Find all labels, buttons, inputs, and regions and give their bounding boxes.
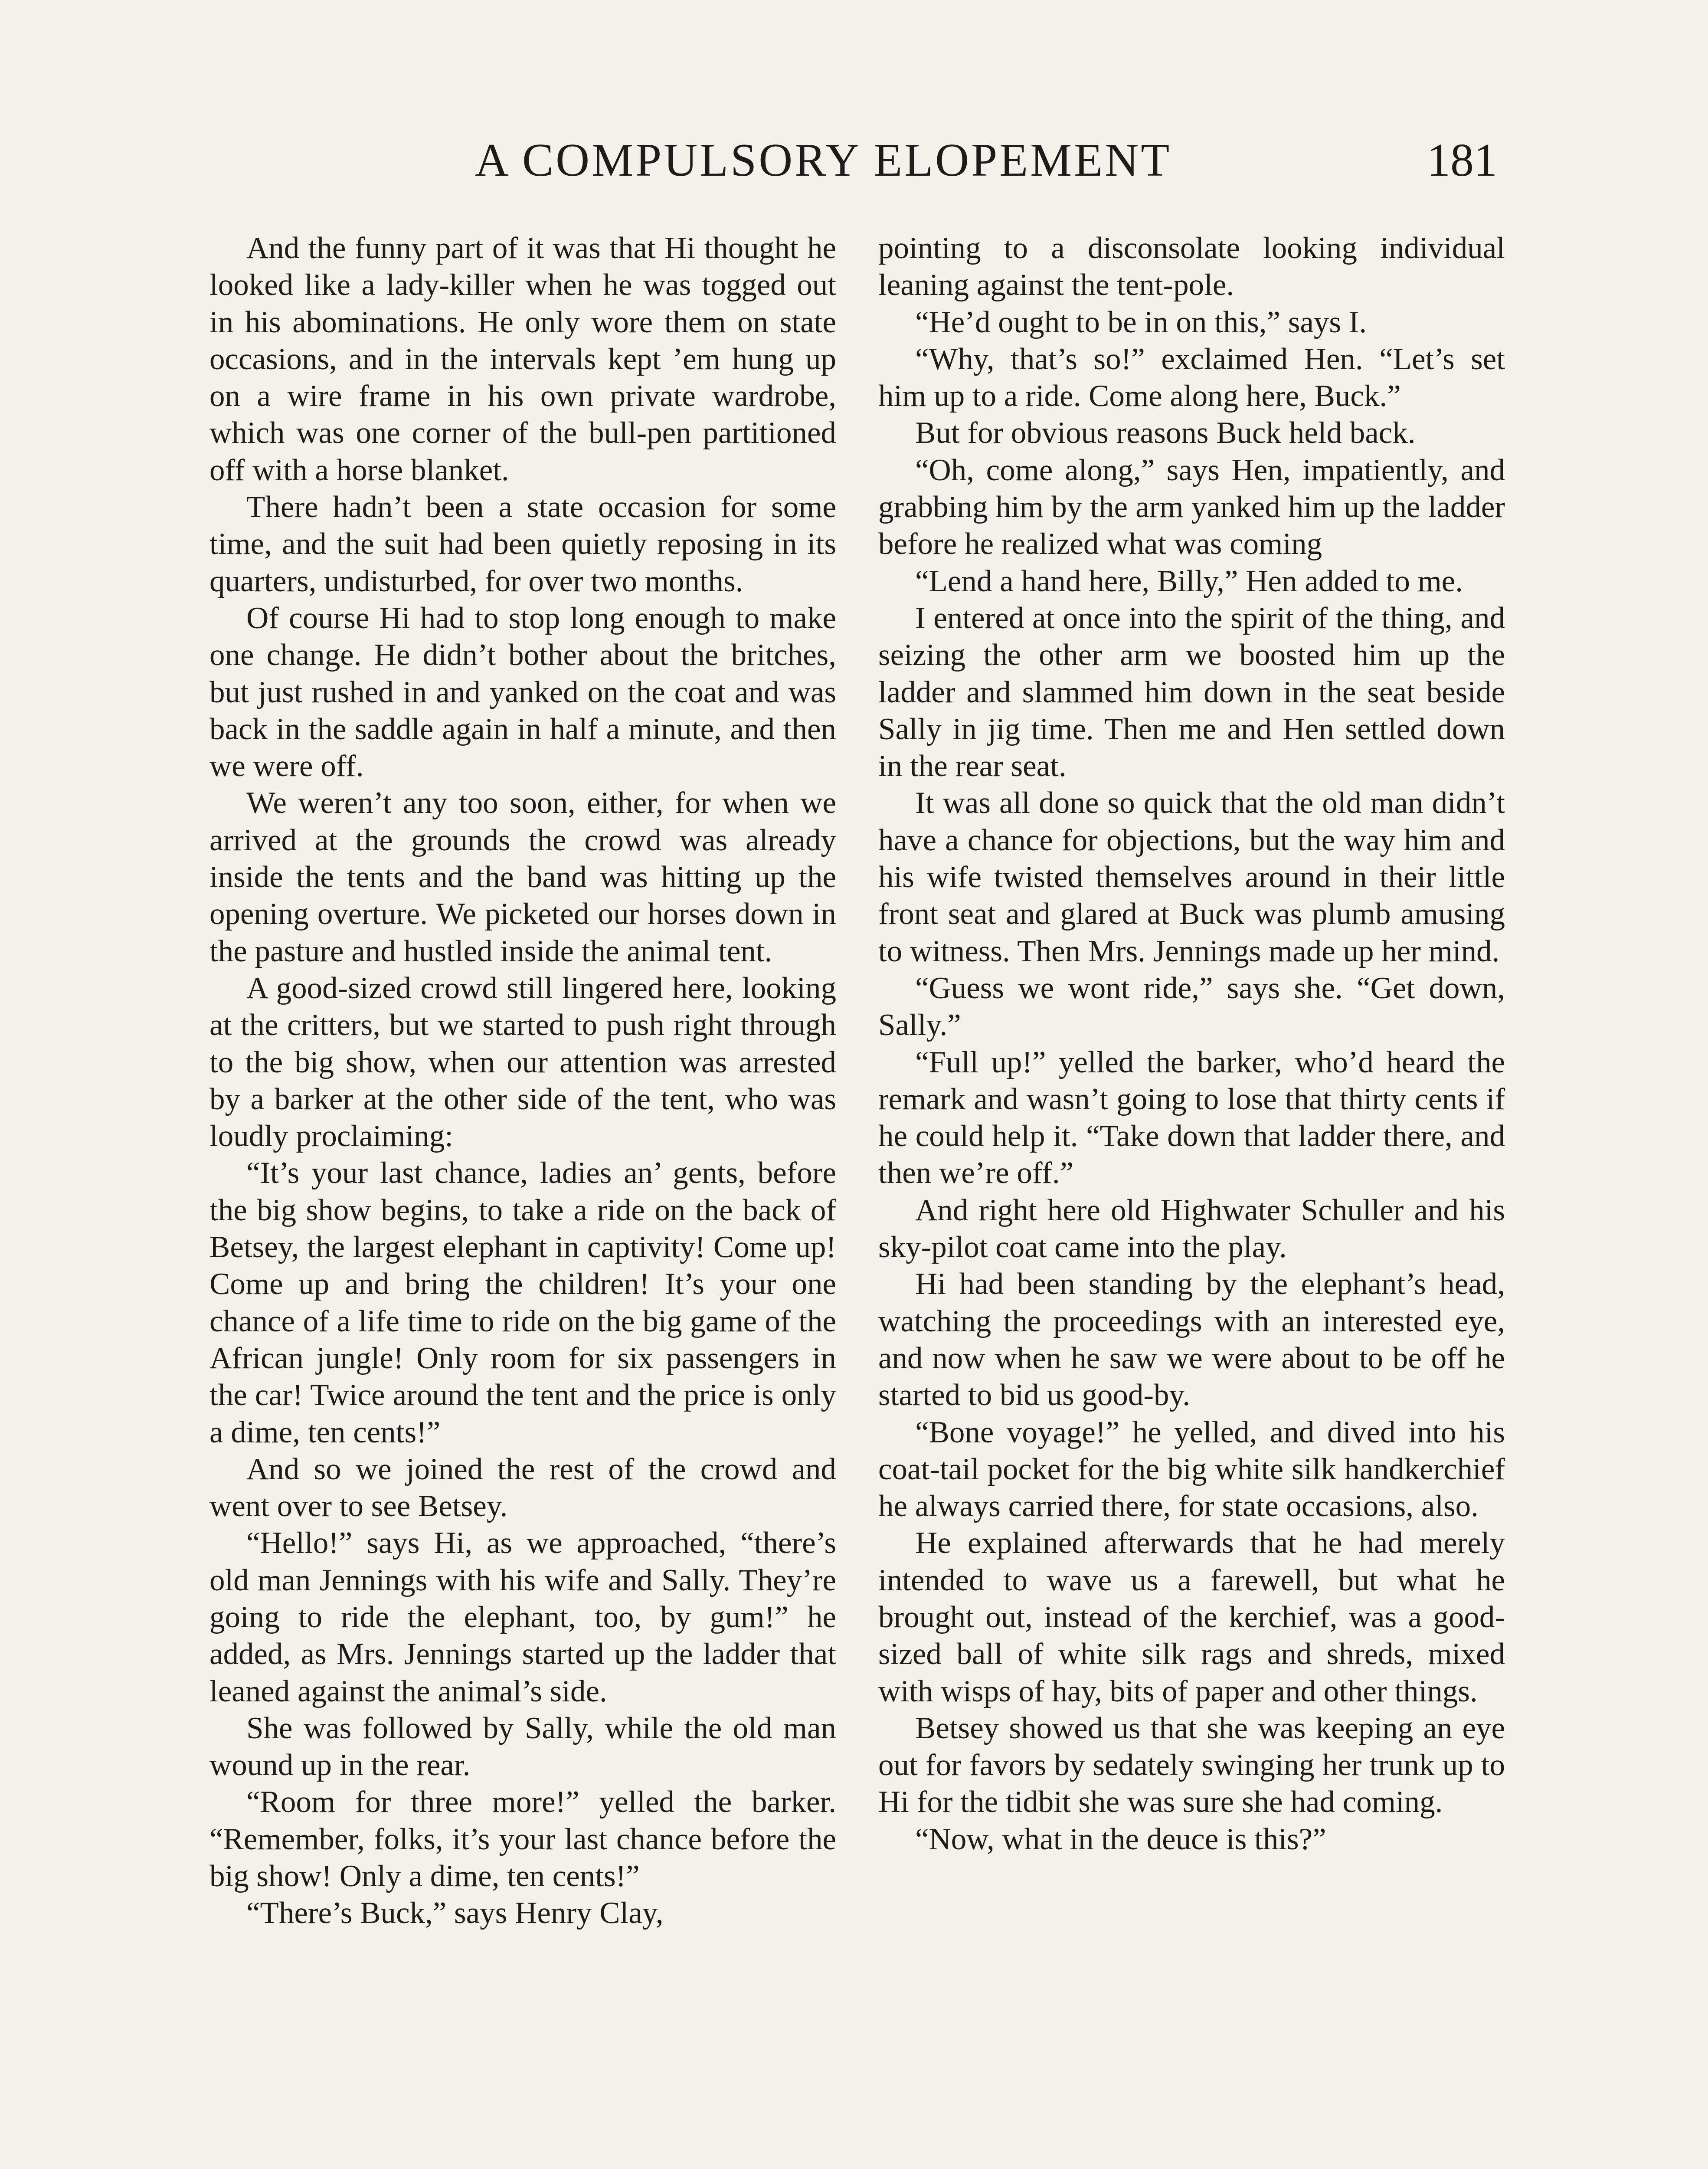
paragraph: And so we joined the rest of the crowd and went over to see Betsey. xyxy=(209,1452,836,1524)
paragraph: Betsey showed us that she was keeping an eye out for favors by sedately swinging her trunk up to Hi for the tidbit she was sure she had coming. xyxy=(878,1711,1505,1819)
paragraph: But for obvious reasons Buck held back. xyxy=(915,416,1416,450)
paragraph: “Oh, come along,” says Hen, impatiently, and grabbing him by the arm yanked him up the ladder before he realized what was coming xyxy=(878,453,1505,561)
paragraph: Of course Hi had to stop long enough to make one change. He didn’t bother about the britches, but just rushed in and yanked on the coat and was back in the saddle again in half a minute, and then we were off. xyxy=(209,601,836,783)
right-column xyxy=(878,230,1505,1858)
paragraph: Hi had been standing by the elephant’s head, watching the proceedings with an interested eye, and now when he saw we were about to be off he started to bid us good-by. xyxy=(878,1267,1505,1412)
paragraph: “Lend a hand here, Billy,” Hen added to me. xyxy=(915,564,1463,598)
paragraph: “Room for three more!” yelled the barker. “Remember, folks, it’s your last chance before the big show! Only a dime, ten cents!” xyxy=(209,1785,836,1894)
paragraph: I entered at once into the spirit of the thing, and seizing the other arm we boosted him up the ladder and slammed him down in the seat beside Sally in jig time. Then me and Hen settled down in the rear seat. xyxy=(878,601,1505,783)
paragraph: A good-sized crowd still lingered here, looking at the critters, but we started to push right through to the big show, when our attention was arrested by a barker at the other side of the tent, who was loudly proclaiming: xyxy=(209,971,836,1153)
paragraph: We weren’t any too soon, either, for when we arrived at the grounds the crowd was already inside the tents and the band was hitting up the opening overture. We picketed our horses down in the pasture and hustled inside the animal tent. xyxy=(209,786,836,968)
paragraph: She was followed by Sally, while the old man wound up in the rear. xyxy=(209,1711,836,1782)
left-column xyxy=(209,230,836,1932)
paragraph: “Full up!” yelled the barker, who’d heard the remark and wasn’t going to lose that thirty cents if he could help it. “Take down that ladder there, and then we’re off.” xyxy=(878,1045,1505,1190)
paragraph: “Hello!” says Hi, as we approached, “there’s old man Jennings with his wife and Sally. They’re going to ride the elephant, too, by gum!” he added, as Mrs. Jennings started up the ladder that leaned against the animal’s side. xyxy=(209,1526,836,1708)
paragraph: “There’s Buck,” says Henry Clay, xyxy=(246,1896,664,1930)
paragraph: And right here old Highwater Schuller and his sky-pilot coat came into the play. xyxy=(878,1193,1505,1265)
paragraph: “It’s your last chance, ladies an’ gents, before the big show begins, to take a ride on the back of Betsey, the largest elephant in captivity! Come up! Come up and bring the children! It’s your one chance of a life time to ride on the big game of the African jungle! Only room for six passengers in the car! Twice around the tent and the price is only a dime, ten cents!” xyxy=(209,1156,836,1449)
paragraph: “He’d ought to be in on this,” says I. xyxy=(915,305,1367,339)
paragraph: “Why, that’s so!” exclaimed Hen. “Let’s set him up to a ride. Come along here, Buck.” xyxy=(878,342,1505,413)
running-title: A COMPULSORY ELOPEMENT xyxy=(475,134,1172,186)
paragraph: He explained afterwards that he had merely intended to wave us a farewell, but what he brought out, instead of the kerchief, was a good-sized ball of white silk rags and shreds, mixed with wisps of hay, bits of paper and other things. xyxy=(878,1526,1505,1708)
paragraph: “Guess we wont ride,” says she. “Get down, Sally.” xyxy=(878,971,1505,1042)
page-number: 181 xyxy=(1427,134,1497,186)
paragraph: And the funny part of it was that Hi thought he looked like a lady-killer when he was togged out in his abominations. He only wore them on state occasions, and in the intervals kept ’em hung up on a wire frame in his own private wardrobe, which was one corner of the bull-pen partitioned off with a horse blanket. xyxy=(209,231,836,487)
paragraph: There hadn’t been a state occasion for some time, and the suit had been quietly reposing in its quarters, undisturbed, for over two months. xyxy=(209,490,836,598)
paragraph-continuation: pointing to a disconsolate looking individual leaning against the tent-pole. xyxy=(878,231,1505,302)
paragraph: It was all done so quick that the old man didn’t have a chance for objections, but the way him and his wife twisted themselves around in their little front seat and glared at Buck was plumb amusing to witness. Then Mrs. Jennings made up her mind. xyxy=(878,786,1505,968)
paragraph: “Bone voyage!” he yelled, and dived into his coat-tail pocket for the big white silk handkerchief he always carried there, for state occasions, also. xyxy=(878,1415,1505,1524)
page-header xyxy=(0,130,1708,200)
paragraph: “Now, what in the deuce is this?” xyxy=(915,1822,1326,1856)
